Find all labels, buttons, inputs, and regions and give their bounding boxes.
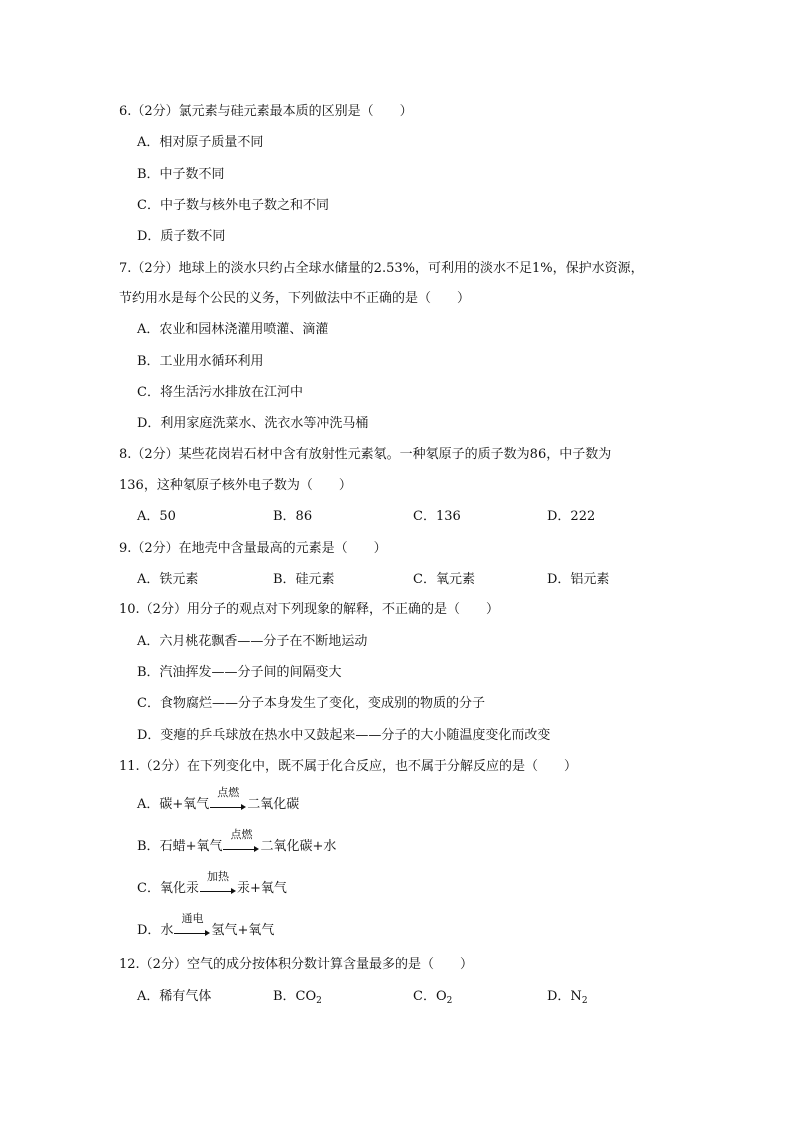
question-9-option-b: B．硅元素 <box>273 572 335 587</box>
question-7-stem-line-1: 7.（2分）地球上的淡水只约占全球水储量的2.53%，可利用的淡水不足1%，保护水资源， <box>119 261 644 276</box>
question-9-stem: 9.（2分）在地壳中含量最高的元素是（ ） <box>119 541 387 556</box>
option-text: B．CO <box>273 989 317 1004</box>
question-11-option-b <box>137 828 337 856</box>
question-10-option-d: D．变瘪的乒乓球放在热水中又鼓起来——分子的大小随温度变化而改变 <box>137 728 551 743</box>
question-9-option-c: C．氧元素 <box>413 572 475 587</box>
question-6-option-c: C．中子数与核外电子数之和不同 <box>137 198 329 213</box>
question-8-stem-line-2: 136，这种氡原子核外电子数为（ ） <box>119 478 352 493</box>
products: 汞+氧气 <box>236 881 287 896</box>
question-7-option-a: A．农业和园林浇灌用喷灌、滴灌 <box>137 322 329 337</box>
question-11-stem: 11.（2分）在下列变化中，既不属于化合反应，也不属于分解反应的是（ ） <box>119 759 577 774</box>
question-12-option-c <box>413 988 452 1006</box>
reaction-condition: 加热 <box>206 870 229 883</box>
reaction-condition: 点燃 <box>230 828 253 841</box>
question-11-option-c <box>137 870 287 898</box>
question-11-option-d <box>137 912 275 940</box>
question-9-option-d: D．铝元素 <box>547 572 610 587</box>
reactants: 氧化汞 <box>159 881 199 896</box>
question-12-option-b <box>273 988 322 1006</box>
reaction-arrow-icon <box>210 786 246 814</box>
subscript: 2 <box>316 996 322 1006</box>
option-label: D． <box>137 923 161 938</box>
question-6-option-d: D．质子数不同 <box>137 229 226 244</box>
subscript: 2 <box>581 996 588 1006</box>
question-8-option-d: D．222 <box>547 509 596 524</box>
reactants: 水 <box>160 923 174 938</box>
question-6-option-b: B．中子数不同 <box>137 167 225 182</box>
question-8-stem-line-1: 8.（2分）某些花岗岩石材中含有放射性元素氡。一种氡原子的质子数为86，中子数为 <box>119 447 612 462</box>
question-9-option-a: A．铁元素 <box>137 572 199 587</box>
option-text: C．O <box>413 989 447 1004</box>
question-8-option-c: C．136 <box>413 509 461 524</box>
reactants: 碳+氧气 <box>159 797 210 812</box>
option-text: A．稀有气体 <box>137 989 212 1004</box>
reaction-arrow-icon <box>174 912 210 940</box>
question-10-option-c: C．食物腐烂——分子本身发生了变化，变成别的物质的分子 <box>137 696 485 711</box>
question-10-stem: 10.（2分）用分子的观点对下列现象的解释，不正确的是（ ） <box>119 602 499 617</box>
reaction-condition: 点燃 <box>217 786 240 799</box>
question-7-option-c: C．将生活污水排放在江河中 <box>137 385 303 400</box>
question-7-stem-line-2: 节约用水是每个公民的义务，下列做法中不正确的是（ ） <box>119 291 471 306</box>
question-10-option-b: B．汽油挥发——分子间的间隔变大 <box>137 665 342 680</box>
option-label: A． <box>137 797 160 812</box>
question-8-option-a: A．50 <box>137 509 176 524</box>
question-11-option-a <box>137 786 300 814</box>
question-12-option-a <box>137 988 211 1006</box>
reaction-arrow-icon <box>223 828 259 856</box>
option-label: B． <box>137 839 160 854</box>
reactants: 石蜡+氧气 <box>159 839 223 854</box>
products: 氢气+氧气 <box>211 923 275 938</box>
reaction-condition: 通电 <box>181 912 204 925</box>
question-8-option-b: B．86 <box>273 509 313 524</box>
question-12-option-d <box>547 988 588 1006</box>
subscript: 2 <box>446 996 453 1006</box>
question-10-option-a: A．六月桃花飘香——分子在不断地运动 <box>137 634 368 649</box>
option-text: D．N <box>547 989 582 1004</box>
option-label: C． <box>137 881 160 896</box>
question-6-stem: 6.（2分）氯元素与硅元素最本质的区别是（ ） <box>119 104 413 119</box>
reaction-arrow-icon <box>200 870 236 898</box>
products: 二氧化碳 <box>247 797 300 812</box>
question-12-stem: 12.（2分）空气的成分按体积分数计算含量最多的是（ ） <box>119 957 473 972</box>
question-7-option-d: D．利用家庭洗菜水、洗衣水等冲洗马桶 <box>137 416 369 431</box>
products: 二氧化碳+水 <box>260 839 337 854</box>
question-6-option-a: A．相对原子质量不同 <box>137 135 264 150</box>
question-7-option-b: B．工业用水循环利用 <box>137 354 264 369</box>
